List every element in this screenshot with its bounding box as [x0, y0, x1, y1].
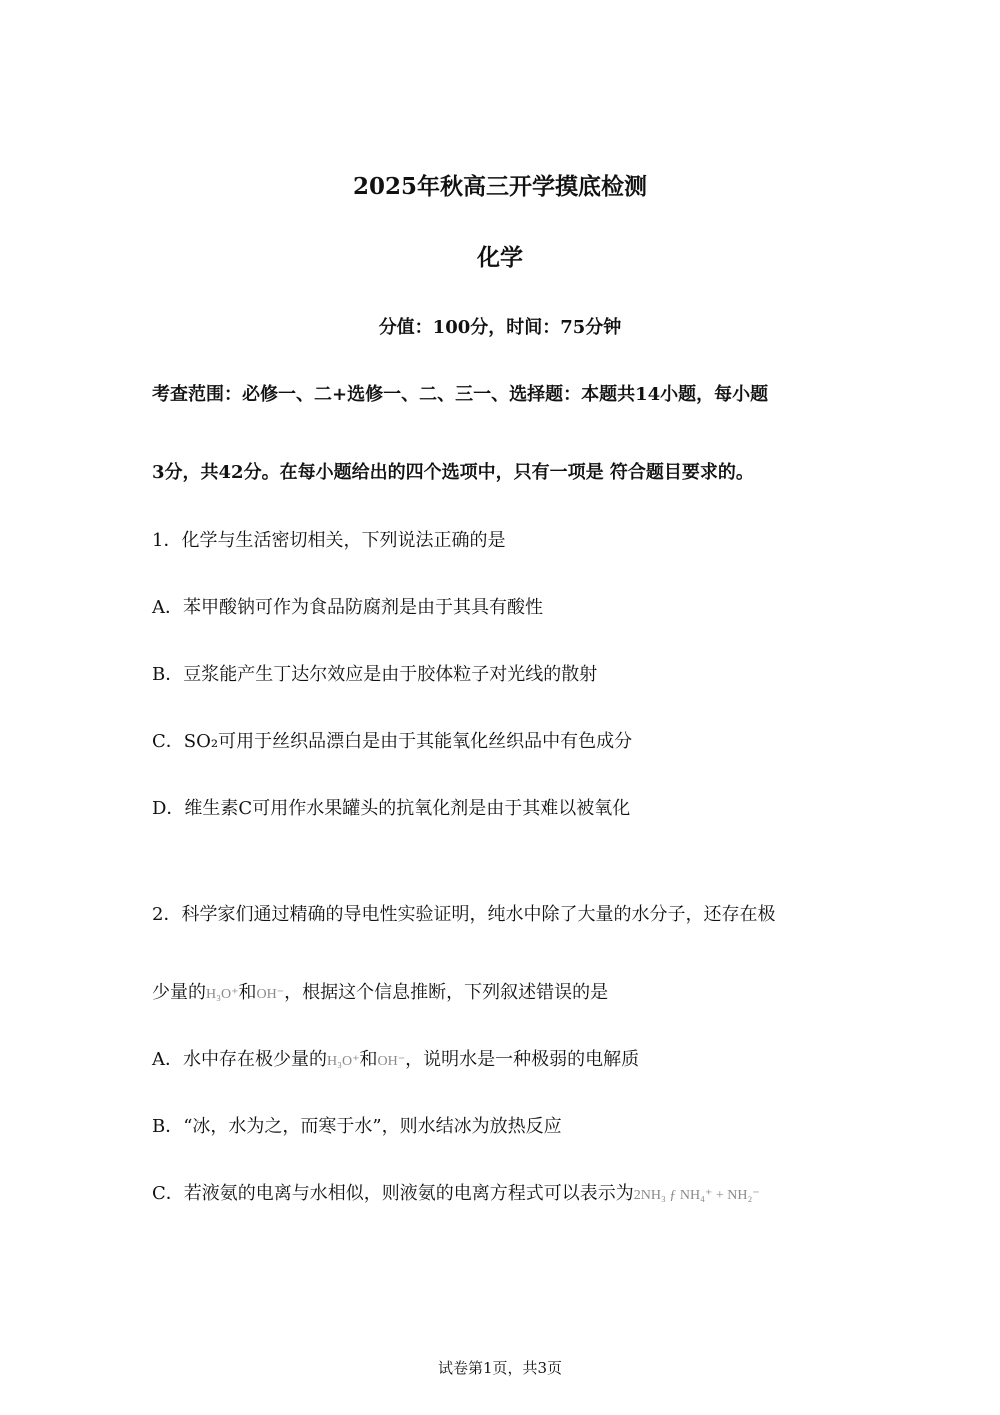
hydroxide-formula: OH⁻: [256, 987, 285, 1002]
page-footer: 试卷第1页，共3页: [437, 1359, 563, 1377]
section-instructions-line-1: 考查范围：必修一、二+选修一、二、三一、选择题：本题共14小题，每小题: [152, 384, 769, 405]
ammonia-ionization-equation: 2NH₃ ƒ NH₄⁺ + NH₂⁻: [633, 1188, 760, 1203]
question-1-option-c: C．SO₂可用于丝织品漂白是由于其能氧化丝织品中有色成分: [152, 731, 633, 752]
hydronium-formula: H₃O⁺: [327, 1054, 360, 1069]
question-1-option-b: B．豆浆能产生丁达尔效应是由于胶体粒子对光线的散射: [152, 664, 598, 685]
subject-title: 化学: [477, 244, 523, 271]
section-instructions-line-2: 3分，共42分。在每小题给出的四个选项中，只有一项是 符合题目要求的。: [152, 462, 754, 483]
question-1-stem: 1．化学与生活密切相关，下列说法正确的是: [152, 530, 506, 551]
option-text-part: A．水中存在极少量的: [152, 1049, 327, 1070]
option-text-part: ，说明水是一种极弱的电解质: [405, 1049, 640, 1070]
score-time-info: 分值：100分，时间：75分钟: [378, 317, 622, 338]
option-text-part: C．若液氨的电离与水相似，则液氨的电离方程式可以表示为: [152, 1183, 634, 1204]
question-2-stem-line-2: [152, 981, 608, 1007]
stem-text-part: ，根据这个信息推断，下列叙述错误的是: [284, 982, 609, 1003]
question-1-option-a: A．苯甲酸钠可作为食品防腐剂是由于其具有酸性: [152, 597, 543, 618]
exam-title: 2025年秋高三开学摸底检测: [352, 173, 647, 200]
hydroxide-formula: OH⁻: [377, 1054, 406, 1069]
hydronium-formula: H₃O⁺: [206, 987, 239, 1002]
stem-text-part: 少量的: [152, 982, 206, 1003]
question-2-option-b: B．“冰，水为之，而寒于水”，则水结冰为放热反应: [152, 1116, 562, 1137]
question-2-stem-line-1: 2．科学家们通过精确的导电性实验证明，纯水中除了大量的水分子，还存在极: [152, 904, 776, 925]
question-1-option-d: D．维生素C可用作水果罐头的抗氧化剂是由于其难以被氧化: [152, 798, 631, 819]
stem-text-part: 和: [238, 982, 257, 1003]
question-2-option-a: [152, 1048, 639, 1074]
option-text-part: 和: [359, 1049, 378, 1070]
question-2-option-c: [152, 1182, 760, 1208]
